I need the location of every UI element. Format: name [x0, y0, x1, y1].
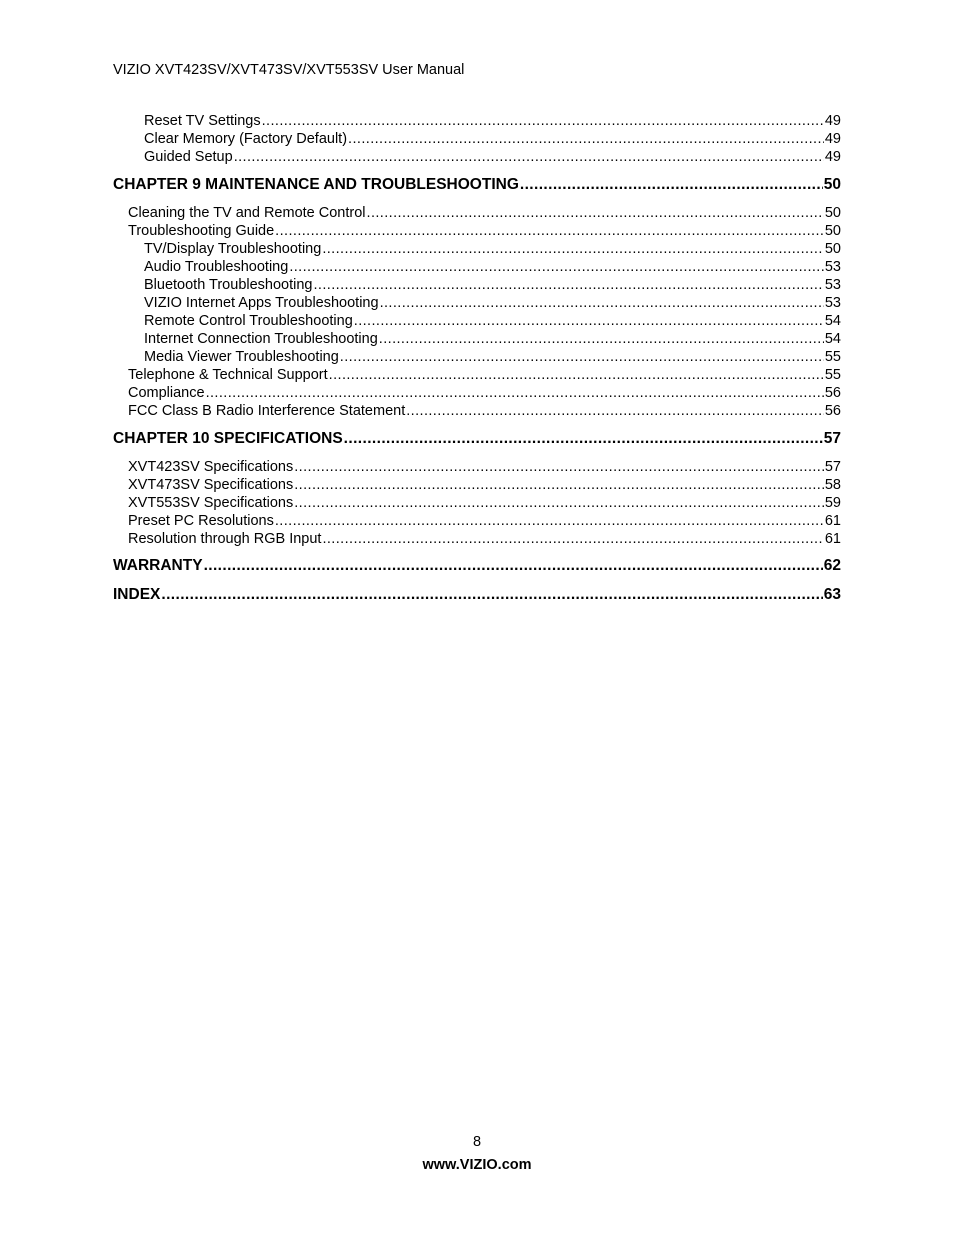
toc-entry-label: Resolution through RGB Input — [128, 531, 322, 547]
toc-entry[interactable] — [144, 294, 841, 312]
toc-entry[interactable] — [144, 130, 841, 148]
toc-entry[interactable] — [128, 204, 841, 222]
document-header-title: VIZIO XVT423SV/XVT473SV/XVT553SV User Manual — [113, 62, 465, 78]
toc-dot-leader — [294, 494, 824, 512]
toc-entry-page-number: 59 — [824, 495, 841, 511]
toc-entry-label: Reset TV Settings — [144, 113, 261, 129]
toc-entry-page-number: 50 — [824, 223, 841, 239]
toc-entry[interactable] — [144, 330, 841, 348]
toc-entry-label: FCC Class B Radio Interference Statement — [128, 403, 406, 419]
toc-entry[interactable] — [144, 240, 841, 258]
toc-dot-leader — [367, 204, 824, 222]
toc-entry[interactable] — [128, 222, 841, 240]
toc-entry[interactable] — [128, 512, 841, 530]
toc-entry-label: XVT553SV Specifications — [128, 495, 294, 511]
toc-entry-page-number: 57 — [823, 430, 841, 447]
toc-entry-label: WARRANTY — [113, 557, 203, 574]
toc-entry-page-number: 55 — [824, 367, 841, 383]
toc-entry-label: CHAPTER 9 MAINTENANCE AND TROUBLESHOOTING — [113, 176, 519, 193]
toc-entry-label: CHAPTER 10 SPECIFICATIONS — [113, 430, 343, 447]
toc-entry-label: Cleaning the TV and Remote Control — [128, 205, 366, 221]
toc-entry[interactable] — [144, 276, 841, 294]
toc-dot-leader — [354, 312, 824, 330]
toc-entry-label: Troubleshooting Guide — [128, 223, 275, 239]
toc-entry[interactable] — [128, 494, 841, 512]
toc-dot-leader — [406, 402, 824, 420]
toc-entry-label: VIZIO Internet Apps Troubleshooting — [144, 295, 379, 311]
toc-entry-page-number: 53 — [824, 277, 841, 293]
toc-dot-leader — [206, 384, 824, 402]
toc-entry-label: INDEX — [113, 586, 161, 603]
toc-entry-page-number: 54 — [824, 313, 841, 329]
toc-entry[interactable] — [144, 312, 841, 330]
toc-entry-label: Guided Setup — [144, 149, 233, 165]
toc-dot-leader — [322, 530, 823, 548]
toc-dot-leader — [204, 556, 823, 576]
toc-entry-page-number: 53 — [824, 295, 841, 311]
toc-chapter-entry[interactable] — [113, 429, 841, 449]
toc-entry-page-number: 63 — [823, 586, 841, 603]
toc-entry[interactable] — [128, 402, 841, 420]
toc-entry-page-number: 62 — [823, 557, 841, 574]
toc-entry-label: Compliance — [128, 385, 205, 401]
toc-entry-page-number: 50 — [824, 205, 841, 221]
toc-chapter-entry[interactable] — [113, 556, 841, 576]
toc-entry-page-number: 61 — [824, 531, 841, 547]
toc-entry[interactable] — [128, 476, 841, 494]
toc-entry-page-number: 49 — [824, 149, 841, 165]
toc-entry-page-number: 58 — [824, 477, 841, 493]
toc-entry-page-number: 54 — [824, 331, 841, 347]
toc-dot-leader — [294, 458, 824, 476]
toc-entry[interactable] — [144, 148, 841, 166]
toc-entry-label: Telephone & Technical Support — [128, 367, 328, 383]
toc-entry-page-number: 49 — [824, 113, 841, 129]
toc-entry-label: Bluetooth Troubleshooting — [144, 277, 313, 293]
toc-entry-page-number: 57 — [824, 459, 841, 475]
toc-dot-leader — [275, 512, 824, 530]
toc-dot-leader — [379, 330, 824, 348]
toc-dot-leader — [294, 476, 824, 494]
toc-entry-label: Preset PC Resolutions — [128, 513, 274, 529]
toc-entry-label: Internet Connection Troubleshooting — [144, 331, 378, 347]
toc-chapter-entry[interactable] — [113, 175, 841, 195]
toc-entry-page-number: 56 — [824, 403, 841, 419]
toc-entry-label: Audio Troubleshooting — [144, 259, 289, 275]
toc-dot-leader — [275, 222, 824, 240]
toc-entry-label: XVT423SV Specifications — [128, 459, 294, 475]
toc-entry-page-number: 61 — [824, 513, 841, 529]
toc-chapter-entry[interactable] — [113, 585, 841, 605]
toc-dot-leader — [322, 240, 824, 258]
toc-entry-page-number: 50 — [823, 176, 841, 193]
toc-entry-label: TV/Display Troubleshooting — [144, 241, 322, 257]
toc-dot-leader — [161, 585, 822, 605]
toc-entry-page-number: 56 — [824, 385, 841, 401]
toc-entry[interactable] — [128, 366, 841, 384]
toc-entry-page-number: 55 — [824, 349, 841, 365]
toc-entry[interactable] — [144, 258, 841, 276]
toc-dot-leader — [289, 258, 824, 276]
toc-dot-leader — [520, 175, 823, 195]
toc-dot-leader — [234, 148, 824, 166]
toc-entry[interactable] — [128, 530, 841, 548]
toc-entry[interactable] — [144, 348, 841, 366]
toc-dot-leader — [329, 366, 824, 384]
toc-entry[interactable] — [128, 458, 841, 476]
toc-entry-label: Media Viewer Troubleshooting — [144, 349, 339, 365]
footer-website-url: www.VIZIO.com — [422, 1157, 532, 1173]
toc-entry[interactable] — [128, 384, 841, 402]
toc-dot-leader — [340, 348, 824, 366]
toc-entry-page-number: 49 — [824, 131, 841, 147]
toc-dot-leader — [262, 112, 824, 130]
toc-entry-label: Clear Memory (Factory Default) — [144, 131, 348, 147]
toc-dot-leader — [348, 130, 824, 148]
toc-entry-page-number: 50 — [824, 241, 841, 257]
toc-entry-label: Remote Control Troubleshooting — [144, 313, 353, 329]
page-number: 8 — [472, 1134, 482, 1150]
toc-dot-leader — [344, 429, 823, 449]
toc-dot-leader — [314, 276, 824, 294]
toc-dot-leader — [380, 294, 824, 312]
toc-entry-label: XVT473SV Specifications — [128, 477, 294, 493]
toc-entry[interactable] — [144, 112, 841, 130]
toc-entry-page-number: 53 — [824, 259, 841, 275]
